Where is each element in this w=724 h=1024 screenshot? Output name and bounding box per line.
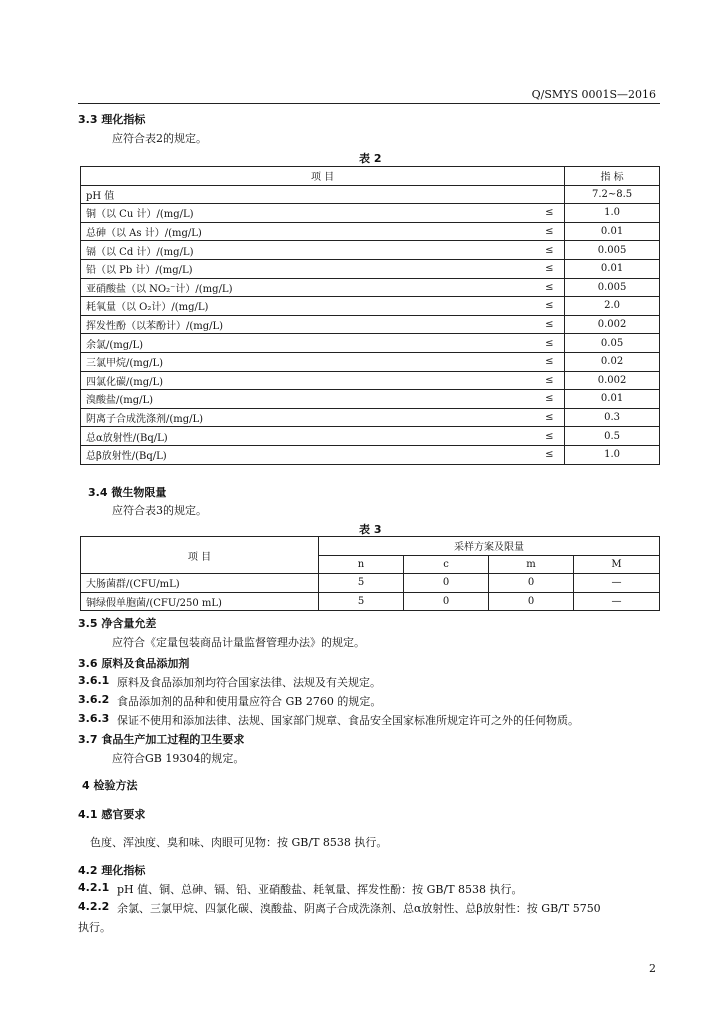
table-2-item-name: 总β放射性/(Bq/L) bbox=[81, 445, 535, 464]
table-2-item-value: 0.01 bbox=[565, 390, 660, 409]
table-2-row bbox=[81, 371, 660, 390]
section-3-6-3-number: 3.6.3 bbox=[78, 712, 110, 725]
table-3-caption: 表 3 bbox=[359, 523, 382, 536]
table-2-row bbox=[81, 427, 660, 446]
table-2-item-value: 0.01 bbox=[565, 259, 660, 278]
table-2-row bbox=[81, 185, 660, 204]
section-4-2-2-text: 余氯、三氯甲烷、四氯化碳、溴酸盐、阴离子合成洗涤剂、总α放射性、总β放射性：按 GB/T 5750 bbox=[117, 902, 601, 915]
page-number: 2 bbox=[649, 962, 656, 975]
table-3-cell-n: 5 bbox=[319, 592, 404, 611]
table-2-item-value: 0.05 bbox=[565, 334, 660, 353]
section-4-2-1-number: 4.2.1 bbox=[78, 881, 110, 894]
table-2-operator: ≤ bbox=[535, 334, 565, 353]
table-2-item-name: 四氯化碳/(mg/L) bbox=[81, 371, 535, 390]
table-2-item-name: 铜（以 Cu 计）/(mg/L) bbox=[81, 204, 535, 223]
section-3-6-1-text: 原料及食品添加剂均符合国家法律、法规及有关规定。 bbox=[117, 676, 381, 689]
table-2-operator: ≤ bbox=[535, 371, 565, 390]
table-2-item-name: 余氯/(mg/L) bbox=[81, 334, 535, 353]
table-3-cell-M: — bbox=[574, 574, 660, 593]
table-2-item-name: 亚硝酸盐（以 NO₂⁻计）/(mg/L) bbox=[81, 278, 535, 297]
table-3-header-item: 项 目 bbox=[81, 537, 319, 574]
table-2-operator: ≤ bbox=[535, 315, 565, 334]
table-2-operator: ≤ bbox=[535, 408, 565, 427]
table-2-item-value: 0.5 bbox=[565, 427, 660, 446]
table-2-item-name: 总砷（以 As 计）/(mg/L) bbox=[81, 222, 535, 241]
table-2-row bbox=[81, 241, 660, 260]
table-2-item-name: 溴酸盐/(mg/L) bbox=[81, 390, 535, 409]
document-code: Q/SMYS 0001S—2016 bbox=[531, 88, 656, 101]
table-3-item-name: 大肠菌群/(CFU/mL) bbox=[81, 574, 319, 593]
table-2-item-name: pH 值 bbox=[81, 185, 565, 204]
table-3-cell-m: 0 bbox=[489, 592, 574, 611]
section-3-6-2-text: 食品添加剂的品种和使用量应符合 GB 2760 的规定。 bbox=[117, 695, 382, 708]
table-3-col-m: m bbox=[489, 555, 574, 574]
table-2-operator: ≤ bbox=[535, 427, 565, 446]
table-3-cell-n: 5 bbox=[319, 574, 404, 593]
table-2-item-name: 耗氧量（以 O₂计）/(mg/L) bbox=[81, 297, 535, 316]
table-2-row bbox=[81, 315, 660, 334]
table-2-item-value: 0.005 bbox=[565, 241, 660, 260]
table-3-col-c: c bbox=[404, 555, 489, 574]
table-2-operator: ≤ bbox=[535, 390, 565, 409]
table-2-item-name: 总α放射性/(Bq/L) bbox=[81, 427, 535, 446]
table-3-cell-M: — bbox=[574, 592, 660, 611]
table-3-row bbox=[81, 574, 660, 593]
table-2-item-value: 0.01 bbox=[565, 222, 660, 241]
table-3-row bbox=[81, 592, 660, 611]
table-2-item-name: 三氯甲烷/(mg/L) bbox=[81, 352, 535, 371]
table-2-operator: ≤ bbox=[535, 204, 565, 223]
table-3-cell-c: 0 bbox=[404, 592, 489, 611]
table-2-item-name: 铅（以 Pb 计）/(mg/L) bbox=[81, 259, 535, 278]
table-2-row bbox=[81, 222, 660, 241]
table-3-col-M: M bbox=[574, 555, 660, 574]
table-2-operator: ≤ bbox=[535, 241, 565, 260]
section-4-1-title: 4.1 感官要求 bbox=[78, 808, 146, 821]
table-3 bbox=[80, 536, 660, 611]
table-2-header-row bbox=[81, 167, 660, 186]
table-2-row bbox=[81, 445, 660, 464]
table-2-item-value: 0.02 bbox=[565, 352, 660, 371]
section-3-6-title: 3.6 原料及食品添加剂 bbox=[78, 657, 190, 670]
section-3-7-title: 3.7 食品生产加工过程的卫生要求 bbox=[78, 733, 245, 746]
table-2-item-value: 0.002 bbox=[565, 315, 660, 334]
table-2-item-value: 0.005 bbox=[565, 278, 660, 297]
table-2-header-value: 指 标 bbox=[565, 167, 660, 186]
table-2-operator: ≤ bbox=[535, 222, 565, 241]
section-3-7-text: 应符合GB 19304的规定。 bbox=[112, 752, 245, 765]
table-2 bbox=[80, 166, 660, 465]
table-3-item-name: 铜绿假单胞菌/(CFU/250 mL) bbox=[81, 592, 319, 611]
table-3-header-group: 采样方案及限量 bbox=[319, 537, 660, 556]
section-3-5-title: 3.5 净含量允差 bbox=[78, 617, 157, 630]
table-2-item-value: 1.0 bbox=[565, 204, 660, 223]
table-2-item-name: 镉（以 Cd 计）/(mg/L) bbox=[81, 241, 535, 260]
table-2-operator: ≤ bbox=[535, 352, 565, 371]
section-3-3-title: 3.3 理化指标 bbox=[78, 113, 146, 126]
table-3-cell-c: 0 bbox=[404, 574, 489, 593]
table-2-row bbox=[81, 408, 660, 427]
table-2-operator: ≤ bbox=[535, 259, 565, 278]
table-2-item-name: 挥发性酚（以苯酚计）/(mg/L) bbox=[81, 315, 535, 334]
table-2-row bbox=[81, 259, 660, 278]
header-rule bbox=[78, 103, 660, 104]
section-3-5-text: 应符合《定量包装商品计量监督管理办法》的规定。 bbox=[112, 636, 365, 649]
section-3-3-text: 应符合表2的规定。 bbox=[112, 132, 207, 145]
section-4-2-2-continuation: 执行。 bbox=[78, 921, 111, 934]
table-2-row bbox=[81, 334, 660, 353]
table-2-item-name: 阴离子合成洗涤剂/(mg/L) bbox=[81, 408, 535, 427]
section-3-6-2-number: 3.6.2 bbox=[78, 693, 110, 706]
section-3-4-title: 3.4 微生物限量 bbox=[88, 486, 167, 499]
table-3-header-row-1 bbox=[81, 537, 660, 556]
table-2-operator: ≤ bbox=[535, 297, 565, 316]
table-2-operator: ≤ bbox=[535, 278, 565, 297]
table-3-cell-m: 0 bbox=[489, 574, 574, 593]
table-2-row bbox=[81, 352, 660, 371]
table-2-caption: 表 2 bbox=[359, 152, 382, 165]
section-3-6-1-number: 3.6.1 bbox=[78, 674, 110, 687]
section-4-2-2-number: 4.2.2 bbox=[78, 900, 110, 913]
table-2-item-value: 0.002 bbox=[565, 371, 660, 390]
table-3-col-n: n bbox=[319, 555, 404, 574]
table-2-item-value: 0.3 bbox=[565, 408, 660, 427]
table-2-item-value: 7.2~8.5 bbox=[565, 185, 660, 204]
section-4-2-1-text: pH 值、铜、总砷、镉、铅、亚硝酸盐、耗氧量、挥发性酚：按 GB/T 8538 执行。 bbox=[117, 883, 523, 896]
table-2-row bbox=[81, 204, 660, 223]
table-2-header-item: 项 目 bbox=[81, 167, 565, 186]
table-2-item-value: 1.0 bbox=[565, 445, 660, 464]
table-2-row bbox=[81, 297, 660, 316]
table-2-operator: ≤ bbox=[535, 445, 565, 464]
section-3-4-text: 应符合表3的规定。 bbox=[112, 504, 207, 517]
section-4-1-text: 色度、浑浊度、臭和味、肉眼可见物：按 GB/T 8538 执行。 bbox=[90, 836, 388, 849]
section-4-title: 4 检验方法 bbox=[82, 779, 138, 792]
table-2-item-value: 2.0 bbox=[565, 297, 660, 316]
section-4-2-title: 4.2 理化指标 bbox=[78, 864, 146, 877]
section-3-6-3-text: 保证不使用和添加法律、法规、国家部门规章、食品安全国家标准所规定许可之外的任何物质。 bbox=[117, 714, 579, 727]
table-2-row bbox=[81, 390, 660, 409]
table-2-row bbox=[81, 278, 660, 297]
